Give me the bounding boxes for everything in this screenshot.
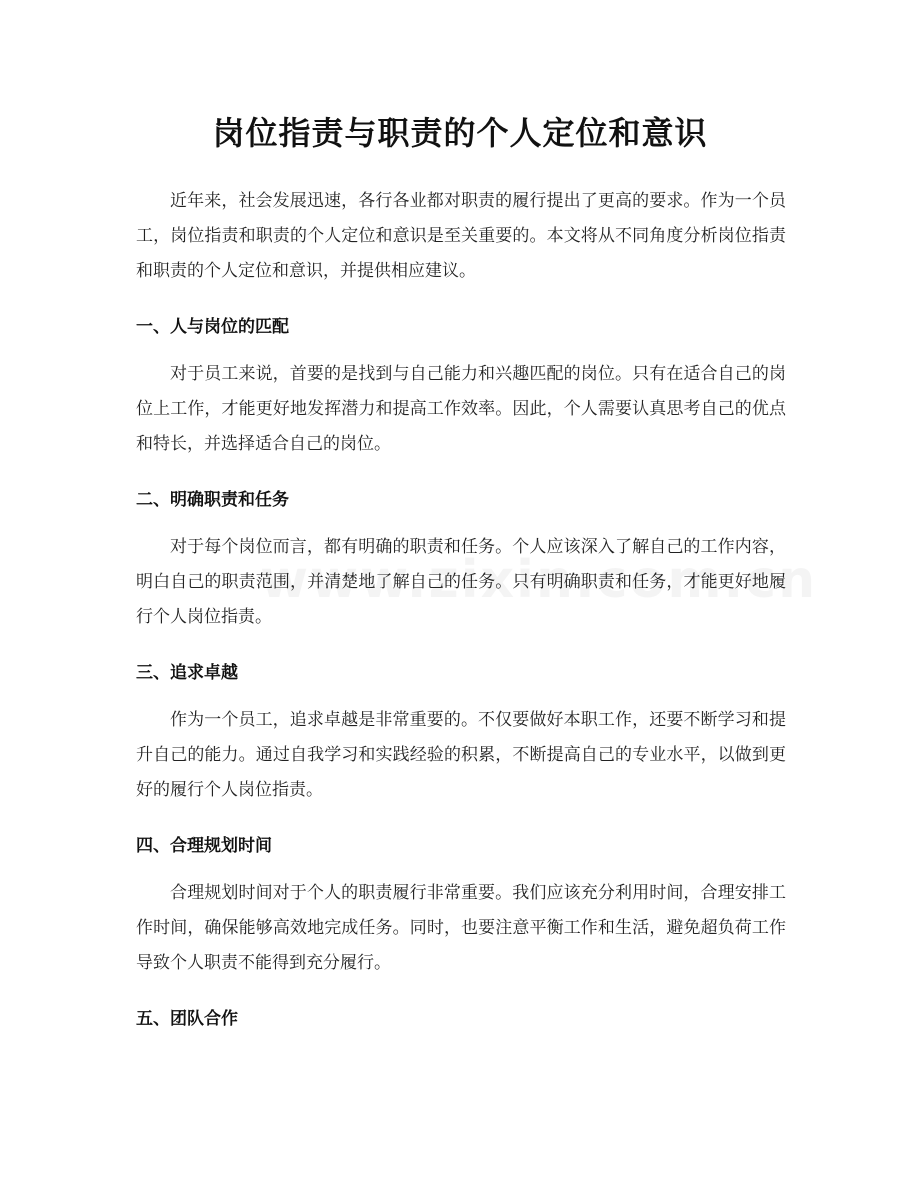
section-body-1: 对于员工来说，首要的是找到与自己能力和兴趣匹配的岗位。只有在适合自己的岗位上工作，才能更好地发挥潜力和提高工作效率。因此，个人需要认真思考自己的优点和特长，并选择适合自己的岗位。 <box>136 364 786 454</box>
section-body-3: 作为一个员工，追求卓越是非常重要的。不仅要做好本职工作，还要不断学习和提升自己的能力。通过自我学习和实践经验的积累，不断提高自己的专业水平，以做到更好的履行个人岗位指责。 <box>136 710 786 800</box>
section-heading-3: 三、追求卓越 <box>136 663 238 683</box>
intro-paragraph: 近年来，社会发展迅速，各行各业都对职责的履行提出了更高的要求。作为一个员工，岗位指责和职责的个人定位和意识是至关重要的。本文将从不同角度分析岗位指责和职责的个人定位和意识，并提供相应建议。 <box>136 191 786 281</box>
section-body-2: 对于每个岗位而言，都有明确的职责和任务。个人应该深入了解自己的工作内容，明白自己的职责范围，并清楚地了解自己的任务。只有明确职责和任务，才能更好地履行个人岗位指责。 <box>136 537 786 627</box>
section-heading-2: 二、明确职责和任务 <box>136 490 289 510</box>
section-body-4: 合理规划时间对于个人的职责履行非常重要。我们应该充分利用时间，合理安排工作时间，确保能够高效地完成任务。同时，也要注意平衡工作和生活，避免超负荷工作导致个人职责不能得到充分履行。 <box>136 883 786 973</box>
section-heading-1: 一、人与岗位的匹配 <box>136 317 289 337</box>
document-title: 岗位指责与职责的个人定位和意识 <box>212 114 708 152</box>
section-heading-5: 五、团队合作 <box>136 1009 238 1029</box>
section-heading-4: 四、合理规划时间 <box>136 836 272 856</box>
